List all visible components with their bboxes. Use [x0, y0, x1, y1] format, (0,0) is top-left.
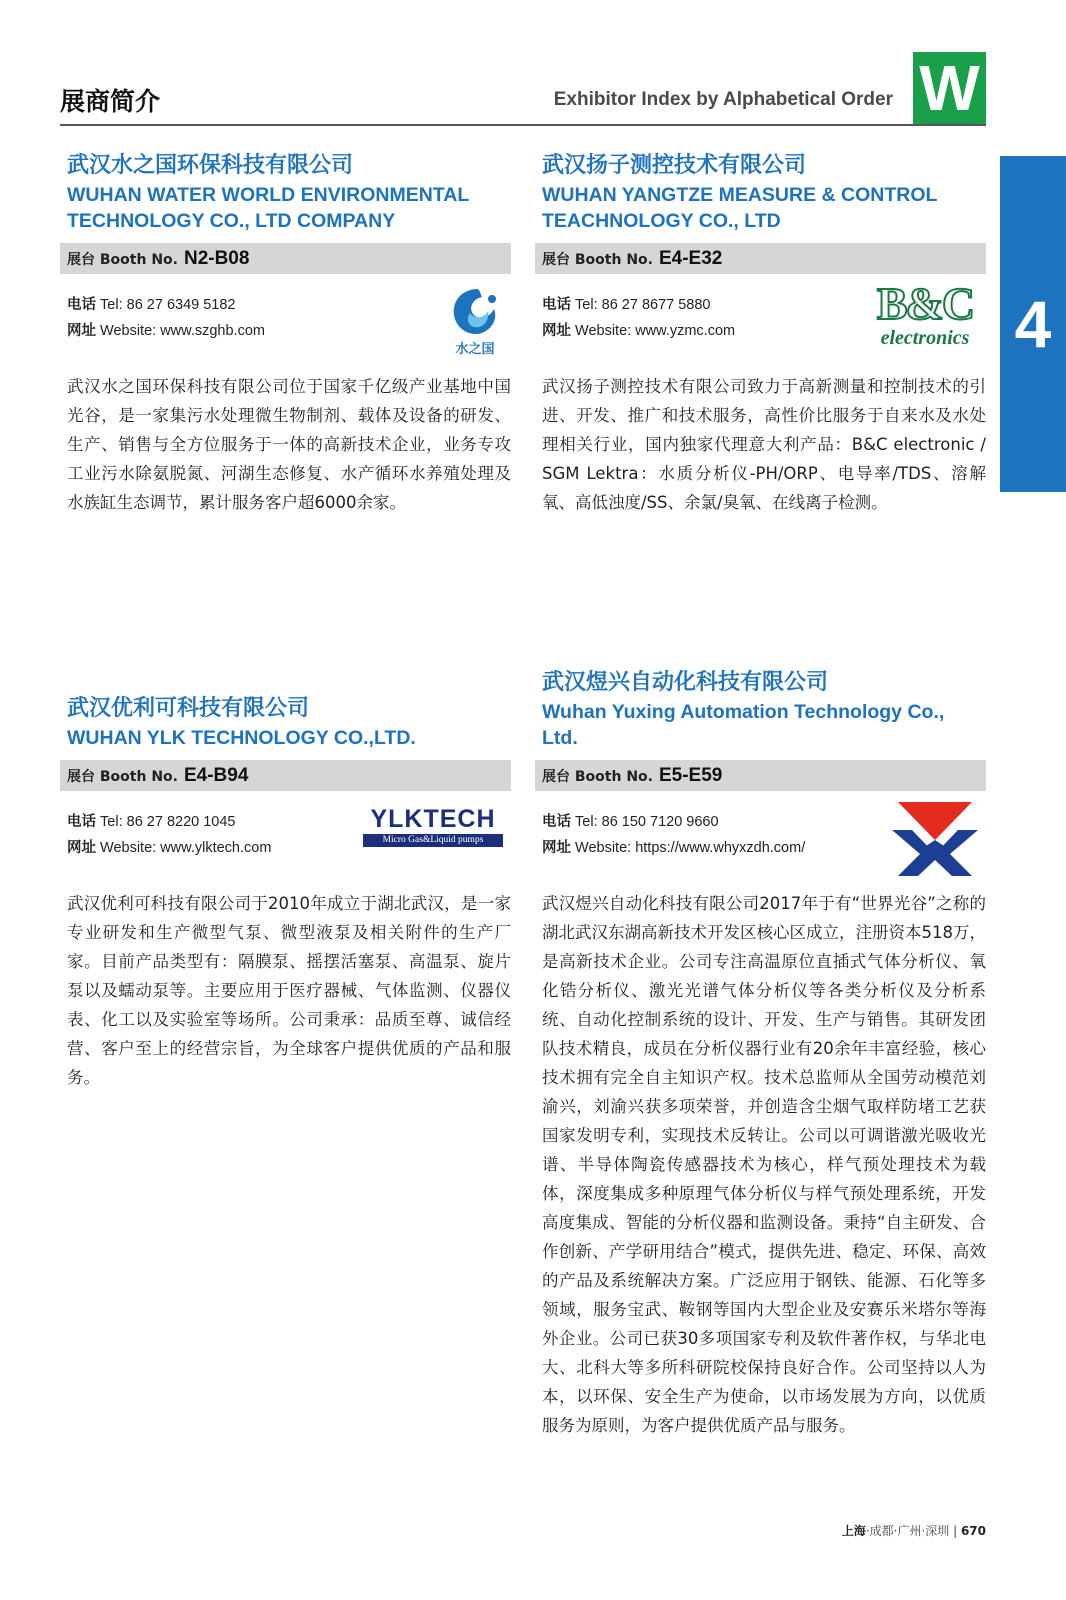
web-label-en: Website: [571, 840, 636, 856]
header-divider [60, 124, 986, 126]
tel-value: 86 27 8677 5880 [601, 297, 711, 313]
index-title: Exhibitor Index by Alphabetical Order [553, 89, 893, 110]
booth-bar [60, 760, 511, 791]
contact-block [535, 278, 986, 361]
website-link[interactable]: www.yzmc.com [635, 323, 736, 339]
tel-line [542, 293, 710, 314]
company-description: 武汉扬子测控技术有限公司致力于高新测量和控制技术的引进、开发、推广和技术服务，高性价比服务于自来水及水处理相关行业，国内独家代理意大利产品：B&C electronic / SGM Lektra：水质分析仪-PH/ORP、电导率/TDS、溶解氧、高低浊度/SS、余氯/臭氧、在线离子检测。 [542, 377, 986, 512]
contact-block [535, 810, 986, 878]
web-label-cn: 网址 [542, 840, 571, 856]
letter-badge: W [913, 52, 986, 125]
web-label-cn: 网址 [542, 323, 571, 339]
yuxing-x-logo-icon [892, 800, 978, 882]
web-label-en: Website: [571, 323, 636, 339]
tel-label-en: Tel: [571, 814, 602, 830]
company-description: 武汉水之国环保科技有限公司位于国家千亿级产业基地中国光谷，是一家集污水处理微生物制剂、载体及设备的研发、生产、销售与全方位服务于一体的高新技术企业，业务专攻工业污水除氨脱氮、河湖生态修复、水产循环水养殖处理及水族缸生态调节，累计服务客户超6000余家。 [67, 377, 511, 512]
web-label-cn: 网址 [67, 323, 96, 339]
booth-label: 展台 Booth No. [542, 251, 653, 268]
website-line [542, 836, 805, 857]
tel-label-cn: 电话 [67, 814, 96, 830]
exhibitor-card [535, 152, 986, 517]
footer-cities: ·成都·广州·深圳 | [865, 1524, 961, 1538]
tel-label-cn: 电话 [542, 814, 571, 830]
chapter-tab[interactable] [1000, 156, 1066, 492]
website-line [67, 836, 271, 857]
booth-number: E5-E59 [658, 764, 723, 786]
section-title: 展商简介 [60, 87, 161, 116]
tel-label-en: Tel: [96, 814, 127, 830]
ylktech-logo-icon [363, 806, 503, 847]
website-line [67, 319, 265, 340]
contact-block [60, 293, 511, 361]
website-line [542, 319, 735, 340]
booth-bar [60, 243, 511, 274]
exhibitor-card [60, 152, 511, 517]
tel-line [67, 810, 235, 831]
booth-number: E4-E32 [658, 247, 723, 269]
contact-block [60, 805, 511, 878]
bc-logo-bottom-text: electronics [880, 327, 970, 349]
company-description: 武汉煜兴自动化科技有限公司2017年于有“世界光谷”之称的湖北武汉东湖高新技术开发区核心区成立，注册资本518万，是高新技术企业。公司专注高温原位直插式气体分析仪、氧化锆分析仪、激光光谱气体分析仪等各类分析仪及分析系统、自动化控制系统的设计、开发、生产与销售。其研发团队技术精良，成员在分析仪器行业有20余年丰富经验，核心技术拥有完全自主知识产权。技术总监师从全国劳动模范刘渝兴，刘渝兴获多项荣誉，并创造含尘烟气取样防堵工艺获国家发明专利，实现技术反转让。公司以可调谐激光吸收光谱、半导体陶瓷传感器技术为核心，样气预处理技术为载体，深度集成多种原理气体分析仪与样气预处理系统，开发高度集成、智能的分析仪器和监测设备。秉持“自主研发、合作创新、产学研用结合”模式，提供先进、稳定、环保、高效的产品及系统解决方案。广泛应用于钢铁、能源、石化等多领域，服务宝武、鞍钢等国内大型企业及安赛乐米塔尔等海外企业。公司已获30多项国家专利及软件著作权，与华北电大、北科大等多所科研院校保持良好合作。公司坚持以人为本，以环保、安全生产为使命，以市场发展为方向，以优质服务为原则，为客户提供优质产品与服务。 [542, 894, 986, 1435]
tel-line [542, 810, 719, 831]
tel-label-en: Tel: [571, 297, 602, 313]
web-label-cn: 网址 [67, 840, 96, 856]
ylktech-logo-bottom-text: Micro Gas&Liquid pumps [363, 834, 503, 847]
booth-label: 展台 Booth No. [67, 251, 178, 268]
tel-value: 86 27 8220 1045 [126, 814, 236, 830]
website-link[interactable]: www.ylktech.com [160, 840, 272, 856]
page-footer [842, 1522, 986, 1539]
booth-number: N2-B08 [183, 247, 250, 269]
web-label-en: Website: [96, 323, 161, 339]
tel-label-en: Tel: [96, 297, 127, 313]
company-name-en: WUHAN WATER WORLD ENVIRONMENTAL TECHNOLOGY CO., LTD COMPANY [67, 184, 470, 232]
page-number: 670 [960, 1524, 986, 1538]
booth-number: E4-B94 [183, 764, 249, 786]
footer-city-main: 上海 [841, 1524, 866, 1538]
company-name-cn: 武汉水之国环保科技有限公司 [67, 153, 354, 178]
company-name-en: Wuhan Yuxing Automation Technology Co., Ltd. [542, 701, 945, 749]
bc-electronics-logo-icon [872, 278, 978, 353]
company-description: 武汉优利可科技有限公司于2010年成立于湖北武汉，是一家专业研发和生产微型气泵、微型液泵及相关附件的生产厂家。目前产品类型有：隔膜泵、摇摆活塞泵、高温泵、旋片泵以及蠕动泵等。主要应用于医疗器械、气体监测、仪器仪表、化工以及实验室等场所。公司秉承：品质至尊、诚信经营、客户至上的经营宗旨，为全球客户提供优质的产品和服务。 [67, 894, 511, 1087]
company-name-en: WUHAN YLK TECHNOLOGY CO.,LTD. [67, 727, 416, 749]
web-label-en: Website: [96, 840, 161, 856]
booth-label: 展台 Booth No. [542, 768, 653, 785]
tel-label-cn: 电话 [542, 297, 571, 313]
company-name-cn: 武汉优利可科技有限公司 [67, 696, 310, 721]
tel-value: 86 150 7120 9660 [601, 814, 719, 830]
tel-label-cn: 电话 [67, 297, 96, 313]
chapter-number: 4 [1014, 287, 1052, 361]
exhibitor-card [60, 695, 511, 1092]
exhibitor-card [535, 669, 986, 1440]
booth-bar [535, 760, 986, 791]
booth-label: 展台 Booth No. [67, 768, 178, 785]
tel-value: 86 27 6349 5182 [126, 297, 236, 313]
water-world-logo-icon [448, 287, 502, 355]
website-link[interactable]: www.szghb.com [160, 323, 265, 339]
company-name-cn: 武汉煜兴自动化科技有限公司 [542, 670, 829, 695]
water-world-logo-text: 水之国 [455, 342, 495, 357]
company-name-en: WUHAN YANGTZE MEASURE & CONTROL TEACHNOLOGY CO., LTD [542, 184, 938, 232]
website-link[interactable]: https://www.whyxzdh.com/ [635, 840, 806, 856]
company-name-cn: 武汉扬子测控技术有限公司 [542, 153, 807, 178]
bc-logo-top-text: B&C [876, 278, 974, 329]
tel-line [67, 293, 235, 314]
ylktech-logo-top-text: YLKTECH [370, 805, 496, 833]
booth-bar [535, 243, 986, 274]
